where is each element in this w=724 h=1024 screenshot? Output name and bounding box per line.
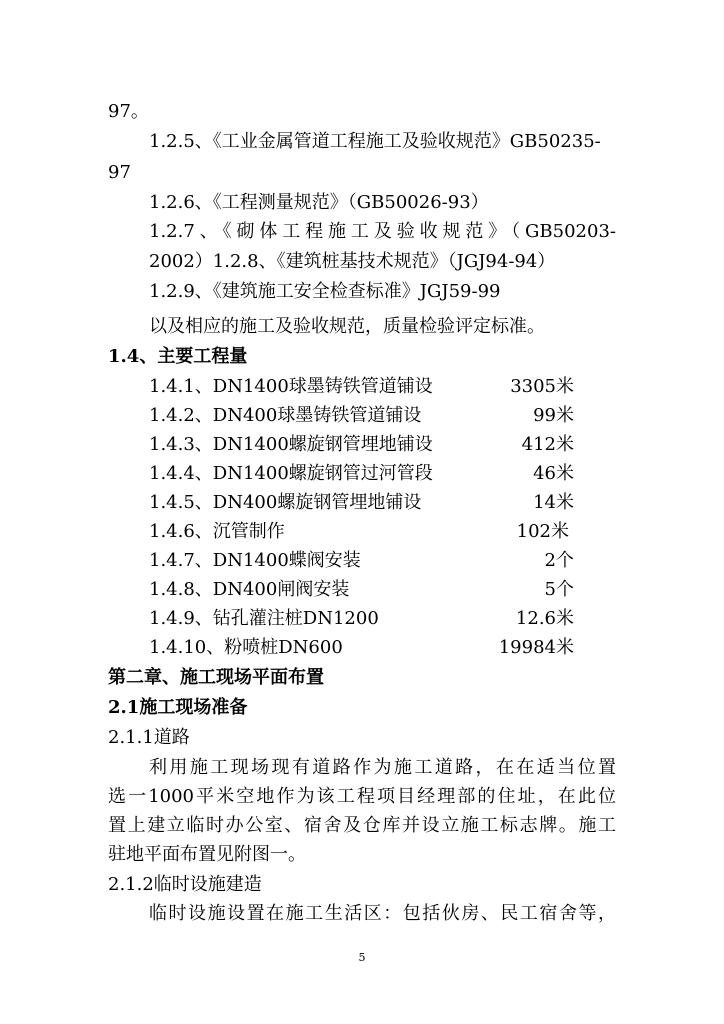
page-number: 5 — [358, 951, 366, 964]
quantity-name: 1.4.7、DN1400蝶阀安装 — [149, 550, 361, 571]
quantity-value: 46米 — [533, 463, 574, 484]
text-line: 1.2.6、《工程测量规范》（GB50026-93） — [149, 192, 489, 213]
paragraph-line: 驻地平面布置见附图一。 — [108, 844, 306, 865]
paragraph-line: 利用施工现场现有道路作为施工道路，在在适当位置 — [149, 757, 616, 778]
chapter-heading: 第二章、施工现场平面布置 — [108, 667, 324, 688]
text-line: 1.2.5、《工业金属管道工程施工及验收规范》GB50235- — [149, 131, 601, 152]
text-line: 97。 — [108, 101, 149, 122]
quantity-name: 1.4.3、DN1400螺旋钢管埋地铺设 — [149, 434, 433, 455]
quantity-name: 1.4.2、DN400球墨铸铁管道铺设 — [149, 405, 422, 426]
quantity-name: 1.4.5、DN400螺旋钢管埋地铺设 — [149, 492, 422, 513]
quantity-value: 12.6米 — [515, 608, 574, 629]
text-line: 2002）1.2.8、《建筑桩基技术规范》（JGJ94-94） — [149, 251, 556, 272]
subsection-heading: 2.1.2临时设施建造 — [108, 874, 262, 895]
quantity-value: 2个 — [544, 550, 574, 571]
quantity-value: 99米 — [533, 405, 574, 426]
quantity-name: 1.4.10、粉喷桩DN600 — [149, 637, 343, 658]
quantity-value: 3305米 — [510, 376, 574, 397]
text-line: 1.2.9、《建筑施工安全检查标准》JGJ59-99 — [149, 281, 501, 302]
quantity-name: 1.4.8、DN400闸阀安装 — [149, 579, 350, 600]
quantity-name: 1.4.4、DN1400螺旋钢管过河管段 — [149, 463, 433, 484]
quantity-value: 102米 — [516, 521, 569, 542]
quantity-value: 19984米 — [498, 637, 574, 658]
paragraph-line: 选一1000平米空地作为该工程项目经理部的住址，在此位 — [108, 786, 616, 807]
text-line: 1.2.7、《砌体工程施工及验收规范》（GB50203- — [149, 221, 616, 242]
text-line: 97 — [108, 162, 131, 183]
paragraph-line: 临时设施设置在施工生活区：包括伙房、民工宿舍等， — [149, 903, 616, 924]
quantity-value: 5个 — [544, 579, 574, 600]
paragraph-line: 置上建立临时办公室、宿舍及仓库并设立施工标志牌。施工 — [108, 815, 616, 836]
quantity-value: 14米 — [533, 492, 574, 513]
quantity-name: 1.4.9、钻孔灌注桩DN1200 — [149, 608, 379, 629]
quantity-name: 1.4.1、DN1400球墨铸铁管道铺设 — [149, 376, 433, 397]
section-heading: 2.1施工现场准备 — [108, 697, 248, 718]
quantity-value: 412米 — [521, 434, 574, 455]
section-heading: 1.4、主要工程量 — [108, 346, 248, 367]
text-line: 以及相应的施工及验收规范，质量检验评定标准。 — [149, 316, 545, 337]
quantity-name: 1.4.6、沉管制作 — [149, 521, 285, 542]
subsection-heading: 2.1.1道路 — [108, 727, 190, 748]
